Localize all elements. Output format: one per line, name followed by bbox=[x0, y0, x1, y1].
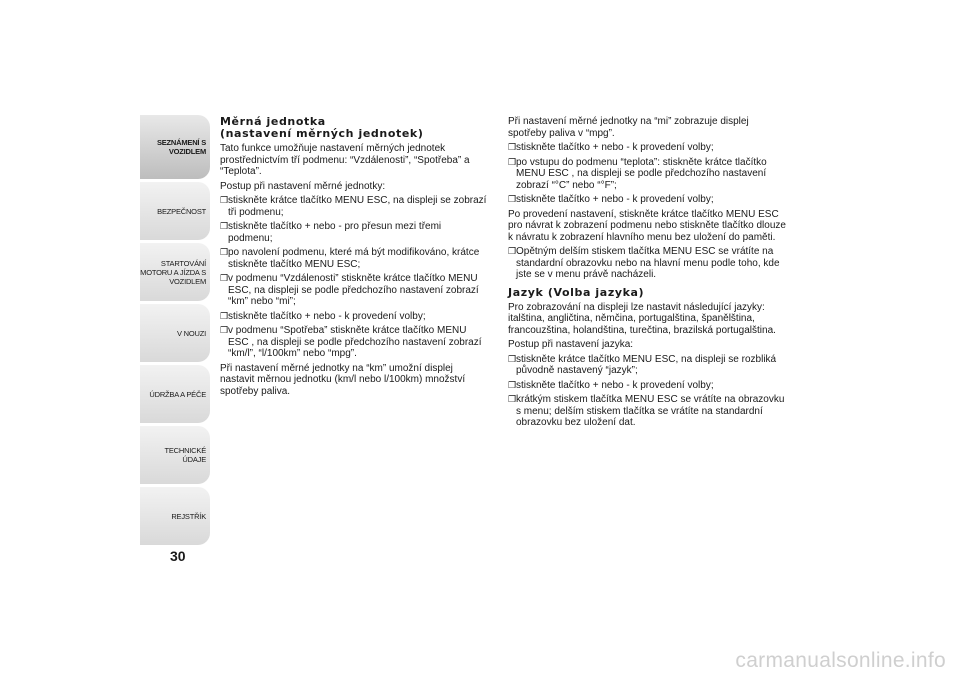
checkbox-bullet-icon: ❒ bbox=[508, 246, 517, 256]
section-heading-language: Jazyk (Volba jazyka) bbox=[508, 285, 645, 299]
checkbox-bullet-icon: ❒ bbox=[508, 379, 517, 390]
units-procedure-label: Postup při nastavení měrné jednotky: bbox=[220, 180, 386, 192]
list-item-text: stiskněte tlačítko + nebo - pro přesun mezi třemi podmenu; bbox=[228, 221, 442, 244]
list-item-text: stiskněte tlačítko + nebo - k provedení volby; bbox=[516, 142, 714, 153]
checkbox-bullet-icon: ❒ bbox=[220, 310, 229, 321]
list-item-text: stiskněte tlačítko + nebo - k provedení volby; bbox=[516, 194, 714, 205]
language-procedure-label: Postup při nastavení jazyka: bbox=[508, 339, 634, 350]
list-item bbox=[508, 142, 786, 154]
checkbox-bullet-icon: ❒ bbox=[508, 353, 517, 364]
checkbox-bullet-icon: ❒ bbox=[220, 195, 229, 205]
left-column bbox=[220, 116, 488, 400]
checkbox-bullet-icon: ❒ bbox=[220, 273, 229, 283]
list-item-text: po vstupu do podmenu “teplota”: stiskněte krátce tlačítko MENU ESC , na displeji se podle předchozího nastavení zobrazí “°C” nebo “°F”; bbox=[516, 156, 767, 191]
chapter-tab-startovani[interactable]: STARTOVÁNÍ MOTORU A JÍZDA S VOZIDLEM bbox=[140, 243, 210, 301]
list-item bbox=[220, 325, 488, 360]
page-number: 30 bbox=[170, 548, 186, 564]
list-item-text: krátkým stiskem tlačítka MENU ESC se vrátíte na obrazovku s menu; delším stiskem tlačítka se vrátíte na standardní obrazovku bez uložení dat. bbox=[516, 394, 785, 428]
chapter-tab-udrzba[interactable]: ÚDRŽBA A PÉČE bbox=[140, 365, 210, 423]
chapter-sidebar bbox=[140, 115, 210, 548]
after-settings-text: Po provedení nastavení, stiskněte krátce tlačítko MENU ESC pro návrat k zobrazení podmenu nebo stiskněte tlačítko dlouze k návratu k zobrazení hlavního menu bez uložení do paměti. bbox=[508, 208, 786, 243]
list-item bbox=[220, 273, 488, 308]
checkbox-bullet-icon: ❒ bbox=[220, 221, 229, 231]
checkbox-bullet-icon: ❒ bbox=[220, 325, 229, 335]
watermark: carmanualsonline.info bbox=[735, 649, 946, 672]
list-item bbox=[508, 354, 786, 377]
list-item bbox=[508, 394, 786, 429]
right-column bbox=[508, 116, 786, 432]
checkbox-bullet-icon: ❒ bbox=[508, 394, 517, 404]
chapter-tab-rejstrik[interactable]: REJSTŘÍK bbox=[140, 487, 210, 545]
list-item-text: stiskněte tlačítko + nebo - k provedení volby; bbox=[228, 310, 426, 322]
list-item bbox=[508, 157, 786, 192]
list-item-text: stiskněte tlačítko + nebo - k provedení volby; bbox=[516, 379, 714, 391]
language-intro: Pro zobrazování na displeji lze nastavit následující jazyky: italština, angličtina, němčina, portugalština, španělština, francouzština, holandština, turečtina, brazilská portugalština. bbox=[508, 301, 776, 336]
checkbox-bullet-icon: ❒ bbox=[508, 142, 517, 152]
list-item bbox=[508, 194, 786, 206]
list-item-text: stiskněte krátce tlačítko MENU ESC, na displeji se zobrazí tři podmenu; bbox=[228, 195, 487, 218]
checkbox-bullet-icon: ❒ bbox=[508, 156, 517, 167]
section-heading-units: Měrná jednotka (nastavení měrných jednotek) bbox=[220, 115, 424, 140]
list-item-text: stiskněte krátce tlačítko MENU ESC, na displeji se rozbliká původně nastavený “jazyk”; bbox=[516, 353, 777, 376]
list-item bbox=[220, 221, 488, 244]
list-item-text: Opětným delším stiskem tlačítka MENU ESC se vrátíte na standardní obrazovku nebo na hlavní menu podle toho, kde jste se v menu právě nacházeli. bbox=[516, 246, 780, 280]
mi-intro: Při nastavení měrné jednotky na “mi” zobrazuje displej spotřeby paliva v “mpg”. bbox=[508, 116, 749, 139]
checkbox-bullet-icon: ❒ bbox=[508, 194, 517, 204]
list-item bbox=[220, 195, 488, 218]
list-item bbox=[220, 247, 488, 270]
chapter-tab-v-nouzi[interactable]: V NOUZI bbox=[140, 304, 210, 362]
chapter-tab-technicke-udaje[interactable]: TECHNICKÉ ÚDAJE bbox=[140, 426, 210, 484]
list-item-text: v podmenu “Spotřeba” stiskněte krátce tlačítko MENU ESC , na displeji se podle předchozího nastavení zobrazí “km/l”, “l/100km” nebo “mpg”. bbox=[228, 325, 482, 359]
list-item-text: v podmenu “Vzdálenosti” stiskněte krátce tlačítko MENU ESC, na displeji se podle předchozího nastavení zobrazí “km” nebo “mi”; bbox=[228, 273, 479, 307]
list-item bbox=[508, 246, 786, 281]
list-item bbox=[508, 380, 786, 392]
units-intro: Tato funkce umožňuje nastavení měrných jednotek prostřednictvím tří podmenu: “Vzdálenosti”, “Spotřeba” a “Teplota”. bbox=[220, 143, 470, 177]
chapter-tab-seznameni[interactable]: SEZNÁMENÍ S VOZIDLEM bbox=[140, 115, 210, 179]
checkbox-bullet-icon: ❒ bbox=[220, 247, 229, 257]
list-item bbox=[220, 311, 488, 323]
chapter-tab-bezpecnost[interactable]: BEZPEČNOST bbox=[140, 182, 210, 240]
units-note: Při nastavení měrné jednotky na “km” umožní displej nastavit měrnou jednotku (km/l nebo l/100km) množství spotřeby paliva. bbox=[220, 362, 466, 397]
list-item-text: po navolení podmenu, které má být modifikováno, krátce stiskněte tlačítko MENU ESC; bbox=[228, 247, 480, 270]
